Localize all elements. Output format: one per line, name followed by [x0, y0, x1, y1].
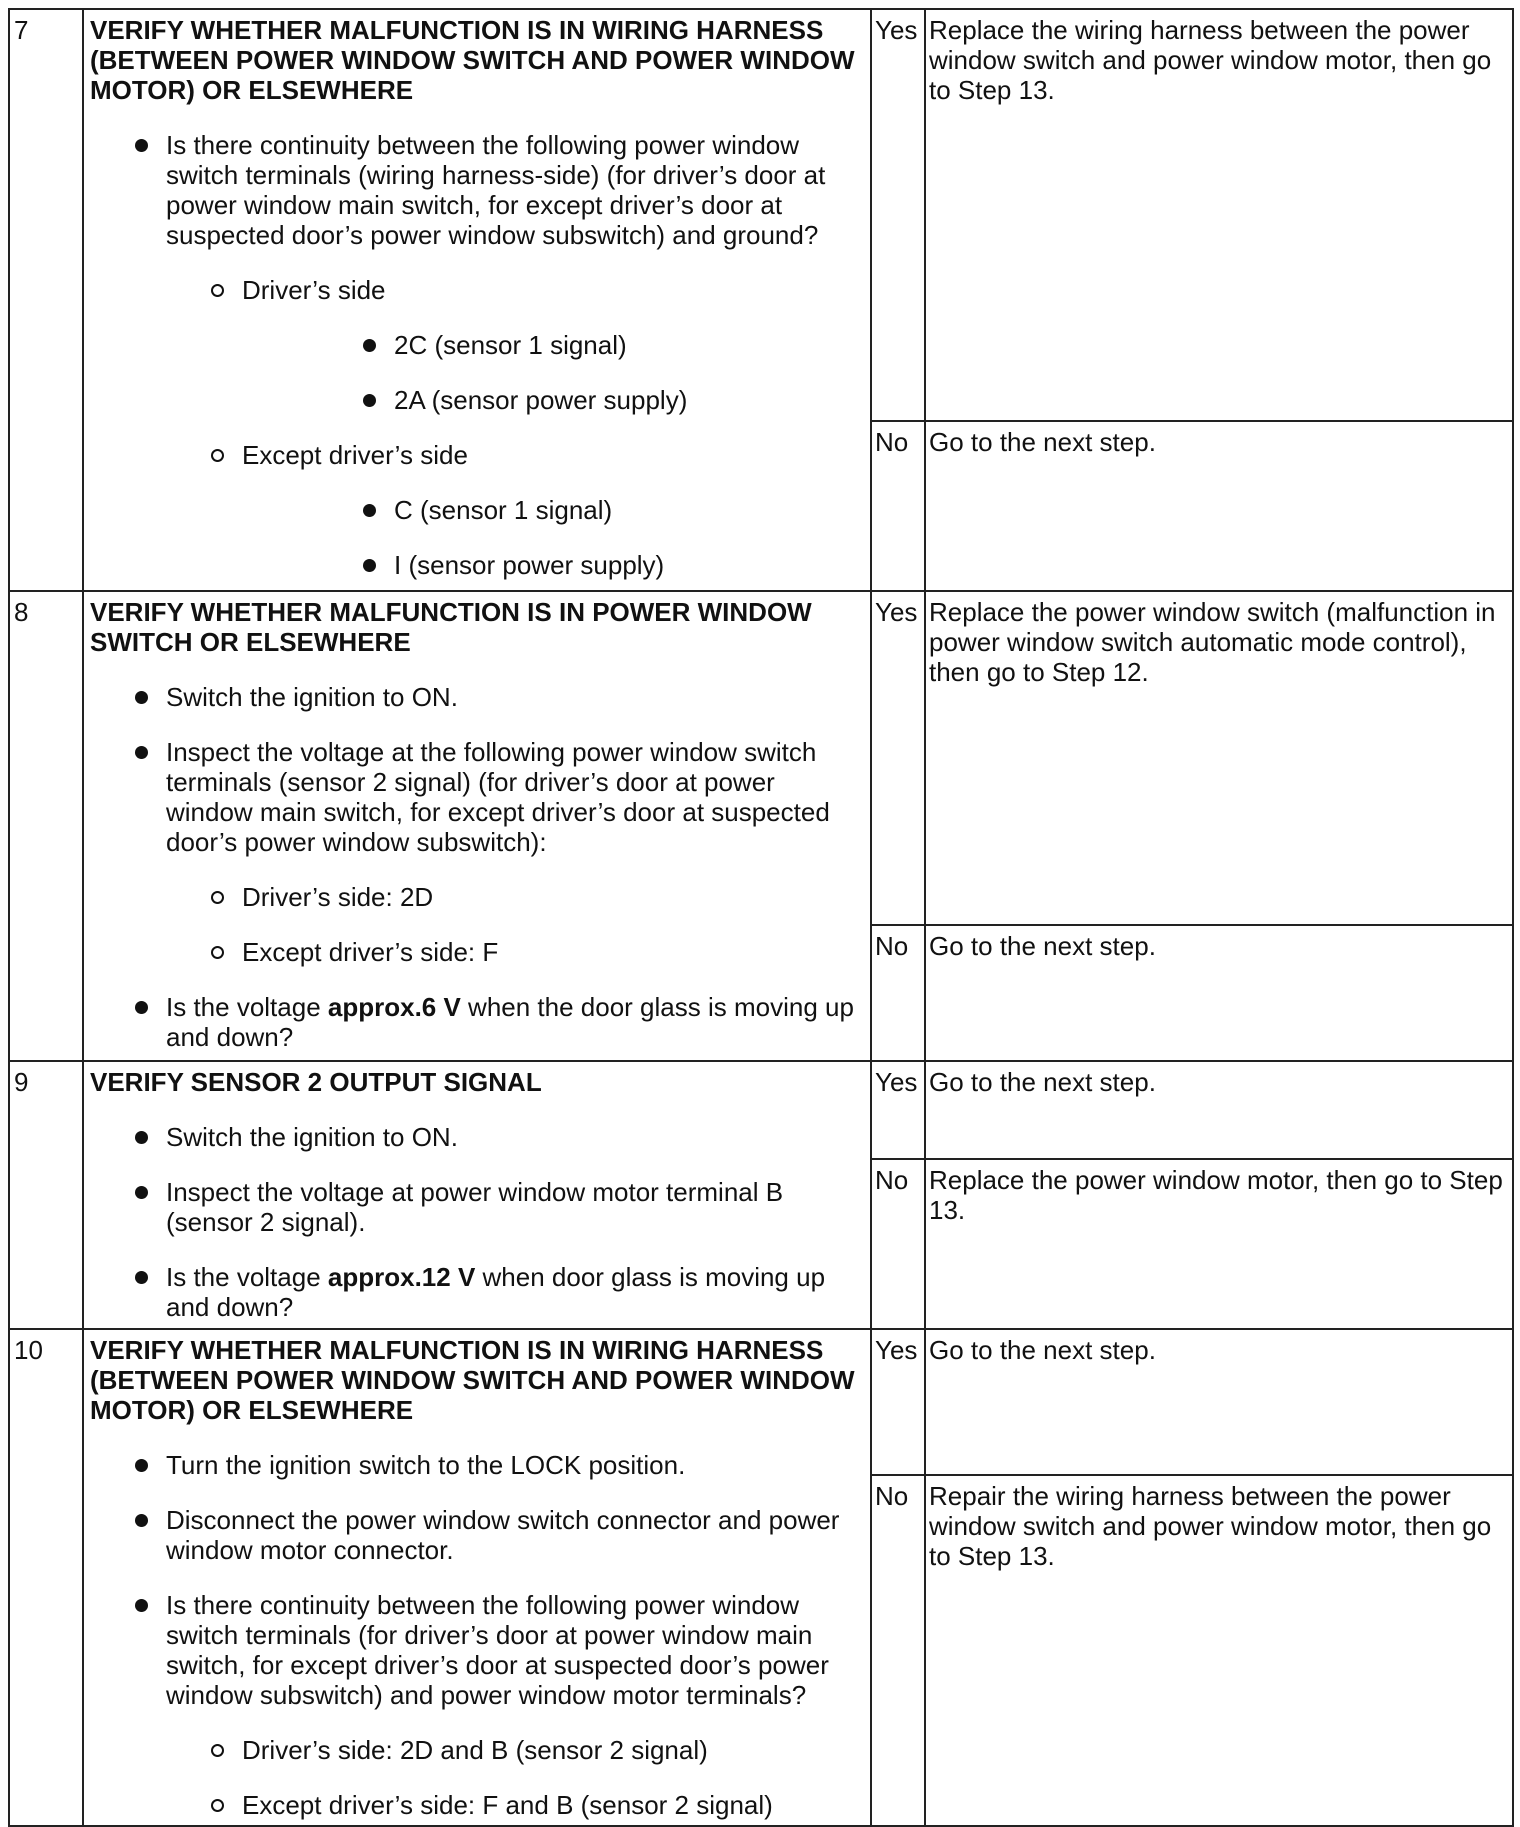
subsubitem-text: I (sensor power supply): [394, 550, 665, 580]
procedure-subitem: [242, 882, 864, 912]
subitem-text: Except driver’s side: F: [242, 937, 499, 967]
yes-label: Yes: [871, 1061, 925, 1159]
bullet-text-pre: Is the voltage: [166, 992, 328, 1022]
bullet-circle-icon: [211, 449, 224, 462]
yes-action: Go to the next step.: [925, 1329, 1513, 1475]
yes-action: Replace the power window switch (malfunction in power window switch automatic mode control), then go to Step 12.: [925, 591, 1513, 925]
procedure-subitem: [242, 440, 864, 580]
bullet-dot-icon: [135, 1459, 148, 1472]
bullet-text-bold: approx.6 V: [327, 992, 461, 1022]
step-procedure: [83, 1061, 871, 1329]
no-action: Go to the next step.: [925, 925, 1513, 1061]
bullet-dot-icon: [135, 746, 148, 759]
step-procedure: [83, 9, 871, 591]
step-title: VERIFY WHETHER MALFUNCTION IS IN WIRING HARNESS (BETWEEN POWER WINDOW SWITCH AND POWER WINDOW MOTOR) OR ELSEWHERE: [90, 15, 855, 105]
bullet-text-pre: Is the voltage: [166, 1262, 328, 1292]
subsubitem-text: C (sensor 1 signal): [394, 495, 613, 525]
step-title: VERIFY WHETHER MALFUNCTION IS IN POWER WINDOW SWITCH OR ELSEWHERE: [90, 597, 812, 657]
procedure-subitem: [242, 937, 864, 967]
bullet-text-post: when the door glass is moving up and down?: [166, 992, 854, 1052]
diagnostic-procedure-table: [8, 8, 1514, 1827]
no-label: No: [871, 1475, 925, 1826]
bullet-circle-icon: [211, 946, 224, 959]
bullet-dot-icon: [135, 1271, 148, 1284]
bullet-text: Is there continuity between the following power window switch terminals (wiring harness-side) (for driver’s door at power window main switch, for except driver’s door at suspected door’s power window subswitch) and ground?: [166, 130, 826, 250]
yes-label: Yes: [871, 591, 925, 925]
yes-action: Replace the wiring harness between the power window switch and power window motor, then go to Step 13.: [925, 9, 1513, 421]
procedure-subitem: [242, 1735, 864, 1765]
subitem-text: Driver’s side: 2D and B (sensor 2 signal): [242, 1735, 708, 1765]
no-label: No: [871, 1159, 925, 1329]
procedure-bullet: [166, 1177, 864, 1237]
bullet-dot-icon: [135, 1514, 148, 1527]
procedure-bullet: [166, 992, 864, 1052]
bullet-text: Disconnect the power window switch connector and power window motor connector.: [166, 1505, 840, 1565]
step-title: VERIFY WHETHER MALFUNCTION IS IN WIRING HARNESS (BETWEEN POWER WINDOW SWITCH AND POWER WINDOW MOTOR) OR ELSEWHERE: [90, 1335, 855, 1425]
no-label: No: [871, 925, 925, 1061]
bullet-dot-icon: [363, 559, 376, 572]
procedure-subsubitem: [394, 385, 864, 415]
bullet-text-post: when door glass is moving up and down?: [166, 1262, 826, 1322]
procedure-subitem: [242, 1790, 864, 1820]
procedure-subsubitem: [394, 550, 864, 580]
procedure-bullet: [166, 1450, 864, 1480]
procedure-bullet: [166, 682, 864, 712]
procedure-bullet: [166, 1505, 864, 1565]
bullet-dot-icon: [135, 1186, 148, 1199]
step-procedure: [83, 591, 871, 1061]
yes-action: Go to the next step.: [925, 1061, 1513, 1159]
step-number: 10: [9, 1329, 83, 1826]
procedure-bullet: [166, 1590, 864, 1820]
yes-label: Yes: [871, 1329, 925, 1475]
bullet-circle-icon: [211, 1744, 224, 1757]
bullet-text: Inspect the voltage at power window motor terminal B (sensor 2 signal).: [166, 1177, 784, 1237]
subitem-text: Except driver’s side: [242, 440, 468, 470]
subitem-text: Driver’s side: 2D: [242, 882, 434, 912]
bullet-circle-icon: [211, 1799, 224, 1812]
procedure-bullet: [166, 737, 864, 967]
subsubitem-text: 2C (sensor 1 signal): [394, 330, 627, 360]
bullet-dot-icon: [363, 394, 376, 407]
step-number: 9: [9, 1061, 83, 1329]
procedure-bullet: [166, 130, 864, 580]
bullet-text-bold: approx.12 V: [327, 1262, 476, 1292]
bullet-text: Switch the ignition to ON.: [166, 1122, 458, 1152]
subsubitem-text: 2A (sensor power supply): [394, 385, 688, 415]
step-procedure: [83, 1329, 871, 1826]
no-label: No: [871, 421, 925, 591]
bullet-circle-icon: [211, 891, 224, 904]
step-title: VERIFY SENSOR 2 OUTPUT SIGNAL: [90, 1067, 542, 1097]
bullet-circle-icon: [211, 284, 224, 297]
step-number: 8: [9, 591, 83, 1061]
bullet-text: Is there continuity between the following power window switch terminals (for driver’s door at power window main switch, for except driver’s door at suspected door’s power window subswitch) and power window motor terminals?: [166, 1590, 829, 1710]
bullet-dot-icon: [363, 504, 376, 517]
subitem-text: Except driver’s side: F and B (sensor 2 signal): [242, 1790, 773, 1820]
bullet-dot-icon: [135, 691, 148, 704]
procedure-bullet: [166, 1262, 864, 1322]
procedure-bullet: [166, 1122, 864, 1152]
bullet-dot-icon: [135, 1001, 148, 1014]
bullet-text: Switch the ignition to ON.: [166, 682, 458, 712]
procedure-subsubitem: [394, 330, 864, 360]
bullet-text: Inspect the voltage at the following power window switch terminals (sensor 2 signal) (for driver’s door at power window main switch, for except driver’s door at suspected door’s power window subswitch):: [166, 737, 830, 857]
no-action: Repair the wiring harness between the power window switch and power window motor, then go to Step 13.: [925, 1475, 1513, 1826]
procedure-subitem: [242, 275, 864, 415]
bullet-dot-icon: [135, 1131, 148, 1144]
no-action: Go to the next step.: [925, 421, 1513, 591]
bullet-dot-icon: [135, 139, 148, 152]
yes-label: Yes: [871, 9, 925, 421]
step-number: 7: [9, 9, 83, 591]
bullet-dot-icon: [135, 1599, 148, 1612]
bullet-text: Turn the ignition switch to the LOCK position.: [166, 1450, 686, 1480]
bullet-dot-icon: [363, 339, 376, 352]
procedure-subsubitem: [394, 495, 864, 525]
subitem-text: Driver’s side: [242, 275, 386, 305]
no-action: Replace the power window motor, then go to Step 13.: [925, 1159, 1513, 1329]
